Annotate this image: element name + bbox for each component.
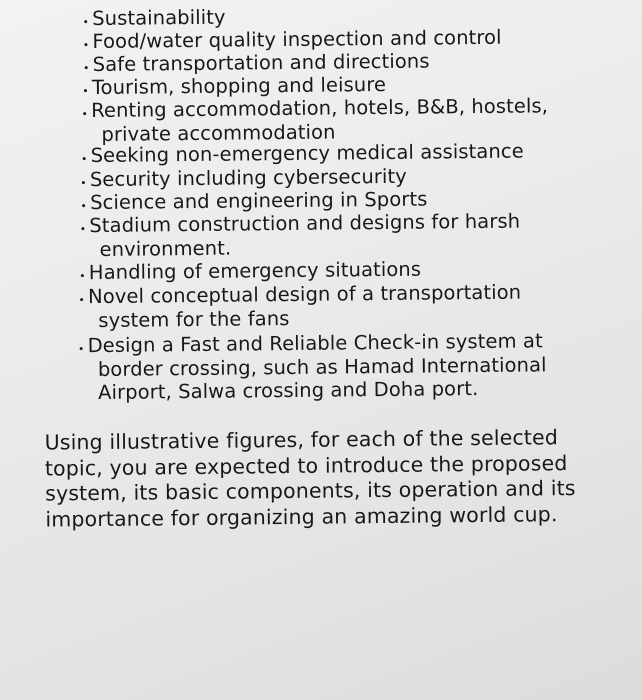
topic-item: Safe transportation and directions — [93, 50, 430, 77]
bullet-icon — [80, 298, 83, 301]
topic-item: Handling of emergency situations — [89, 258, 421, 285]
bullet-icon — [82, 204, 85, 207]
bullet-icon — [84, 43, 87, 46]
bullet-icon — [84, 89, 87, 92]
bullet-icon — [83, 157, 86, 160]
bullet-icon — [81, 274, 84, 277]
bullet-icon — [85, 66, 88, 69]
bullet-icon — [81, 227, 84, 230]
topic-item: Sustainability — [92, 6, 226, 31]
topic-item: Design a Fast and Reliable Check-in system at border crossing, such as Hamad International Airport, Salwa crossing and Doha port. — [88, 329, 547, 404]
bullet-icon — [80, 347, 83, 350]
topic-item: Stadium construction and designs for harsh environment. — [89, 210, 520, 262]
instructions-paragraph: Using illustrative figures, for each of the selected topic, you are expected to introduce the proposed system, its basic components, its operation and its importance for organizing an amazing world cup. — [44, 425, 576, 532]
topic-item: Seeking non-emergency medical assistance — [91, 140, 524, 168]
bullet-icon — [83, 112, 86, 115]
bullet-icon — [84, 20, 87, 23]
topic-item: Novel conceptual design of a transportation system for the fans — [88, 281, 522, 333]
topic-item: Renting accommodation, hotels, B&B, hostels, private accommodation — [91, 94, 548, 146]
topic-item: Security including cybersecurity — [90, 165, 407, 192]
topic-item: Food/water quality inspection and control — [92, 26, 501, 54]
topic-item: Science and engineering in Sports — [90, 188, 428, 215]
topic-item: Tourism, shopping and leisure — [92, 73, 386, 100]
bullet-icon — [82, 181, 85, 184]
